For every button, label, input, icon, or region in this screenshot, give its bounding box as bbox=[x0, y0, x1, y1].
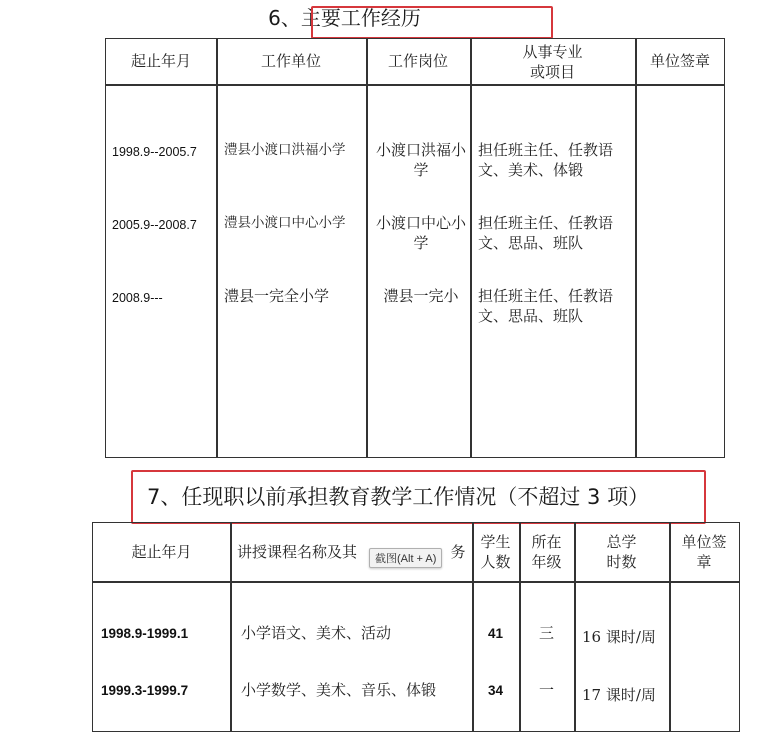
row1-period: 1998.9--2005.7 bbox=[112, 145, 197, 159]
row2-grade: 一 bbox=[538, 681, 554, 699]
header-course-tail: 务 bbox=[450, 543, 466, 561]
row3-subject: 担任班主任、任教语文、思品、班队 bbox=[478, 287, 614, 325]
header-period: 起止年月 bbox=[130, 52, 191, 70]
highlight-box-section-6 bbox=[311, 6, 553, 39]
row3-period: 2008.9--- bbox=[112, 291, 163, 305]
header-course: 讲授课程名称及其 bbox=[237, 543, 358, 561]
header-unit: 工作单位 bbox=[260, 52, 321, 70]
row1-subject: 担任班主任、任教语文、美术、体锻 bbox=[478, 141, 614, 179]
header-post: 工作岗位 bbox=[387, 52, 448, 70]
work-history-table bbox=[105, 38, 725, 458]
row1-students: 41 bbox=[487, 626, 504, 641]
row2-hours: 17 课时/周 bbox=[582, 686, 656, 704]
column-divider bbox=[635, 39, 637, 457]
row1-course: 小学语文、美术、活动 bbox=[241, 624, 392, 642]
header-seal: 单位签 章 bbox=[681, 533, 727, 571]
header-hours: 总学 时数 bbox=[606, 533, 637, 571]
row1-period: 1998.9-1999.1 bbox=[101, 626, 189, 641]
header-seal: 单位签章 bbox=[649, 52, 710, 70]
column-divider bbox=[366, 39, 368, 457]
header-period: 起止年月 bbox=[131, 543, 192, 561]
header-divider bbox=[106, 84, 724, 86]
column-divider bbox=[470, 39, 472, 457]
row2-post: 小渡口中心小学 bbox=[376, 214, 467, 252]
section-6-title: 6、主要工作经历 bbox=[268, 6, 421, 30]
row1-grade: 三 bbox=[538, 624, 554, 642]
row2-students: 34 bbox=[487, 683, 504, 698]
section-7-title: 7、任现职以前承担教育教学工作情况（不超过 3 项） bbox=[147, 485, 650, 509]
column-divider bbox=[230, 523, 232, 731]
header-grade: 所在 年级 bbox=[531, 533, 562, 571]
row2-period: 2005.9--2008.7 bbox=[112, 218, 197, 232]
row2-course: 小学数学、美术、音乐、体锻 bbox=[241, 681, 437, 699]
row2-unit: 澧县小渡口中心小学 bbox=[224, 215, 346, 231]
header-divider bbox=[93, 581, 739, 583]
header-subject: 从事专业 或项目 bbox=[522, 43, 583, 81]
row1-hours: 16 课时/周 bbox=[582, 628, 656, 646]
screenshot-tooltip: 截图(Alt + A) bbox=[369, 548, 442, 568]
row2-period: 1999.3-1999.7 bbox=[101, 683, 189, 698]
row2-subject: 担任班主任、任教语文、思品、班队 bbox=[478, 214, 614, 252]
highlight-box-section-7 bbox=[131, 470, 706, 524]
row3-unit: 澧县一完全小学 bbox=[224, 287, 330, 305]
column-divider bbox=[216, 39, 218, 457]
row1-post: 小渡口洪福小学 bbox=[376, 141, 467, 179]
row3-post: 澧县一完小 bbox=[383, 287, 459, 305]
header-students: 学生 人数 bbox=[480, 533, 511, 571]
row1-unit: 澧县小渡口洪福小学 bbox=[224, 142, 346, 158]
